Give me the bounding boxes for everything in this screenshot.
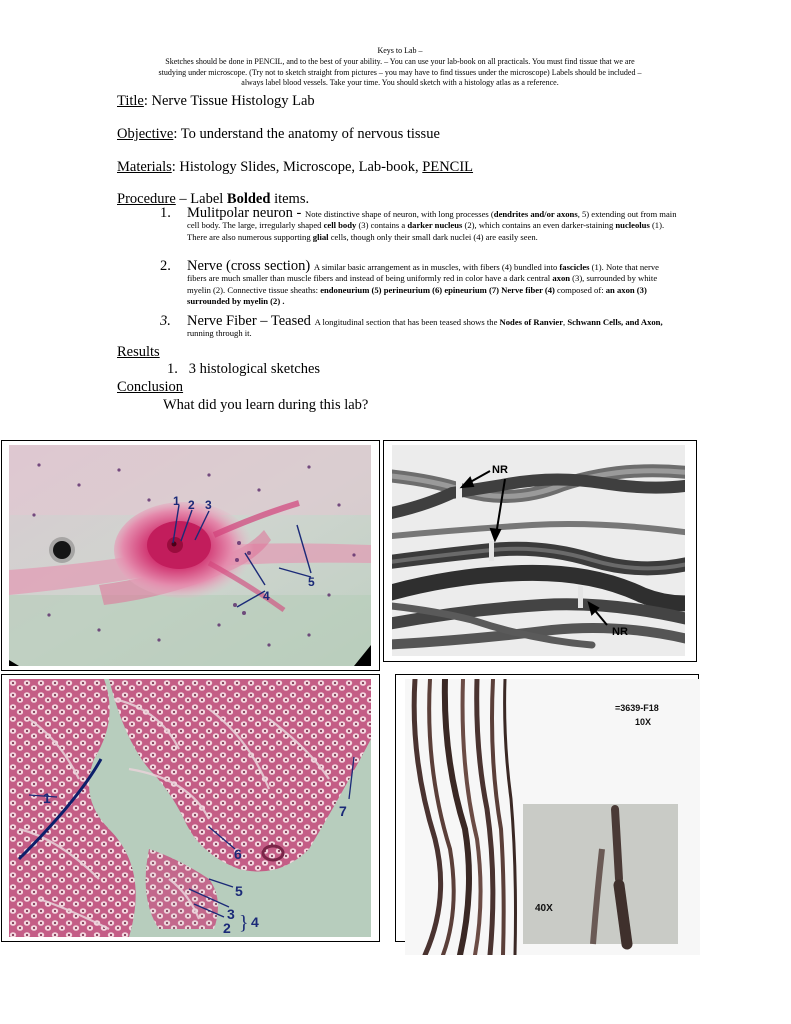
- description-text: A longitudinal section that has been teased shows the: [314, 317, 500, 327]
- materials-line: [117, 159, 473, 176]
- brace-icon: }: [239, 912, 249, 934]
- cross-label-3: 3: [227, 906, 235, 922]
- slide-micrograph: [405, 679, 700, 955]
- procedure-item-2: [160, 258, 680, 307]
- cross-label-4: 4: [251, 914, 259, 930]
- description-text: (1). Note that nerve fibers are much smaller than muscle fibers and instead of being uniformly red in color have a dark central: [187, 262, 659, 284]
- cross-label-2: 2: [223, 920, 231, 936]
- description-text: (3), surrounded by white myelin (2). Connective tissue sheaths:: [187, 273, 658, 295]
- procedure-label: Procedure: [117, 191, 176, 207]
- slide-code: =3639-F18: [615, 703, 659, 713]
- description-text: Note distinctive shape of neuron, with long processes (: [305, 209, 494, 219]
- conclusion-text: What did you learn during this lab?: [163, 397, 369, 413]
- results-num: 1.: [167, 361, 178, 377]
- neuron-micrograph: [9, 445, 371, 666]
- description-text: running through it.: [187, 328, 252, 339]
- bold-term: dendrites and/or axons: [493, 209, 578, 219]
- bold-term: cell body: [323, 220, 357, 231]
- header-title: Keys to Lab –: [377, 46, 423, 55]
- neuron-label-5: 5: [308, 575, 315, 589]
- procedure-item-1: [160, 205, 680, 243]
- neuron-label-2: 2: [188, 498, 195, 512]
- objective-label: Objective: [117, 126, 174, 142]
- cross-label-7: 7: [339, 803, 347, 819]
- teased-label-nr-top: NR: [492, 464, 508, 476]
- item-number: 3.: [160, 313, 171, 329]
- item-lead: Nerve Fiber – Teased: [187, 313, 315, 329]
- objective-line: [117, 126, 440, 143]
- header-line-2: studying under microscope. (Try not to sketch straight from pictures – you may have to find tissues under the microscope) Labels should be included –: [158, 67, 642, 77]
- description-text: A similar basic arrangement as in muscles, with fibers (4) bundled into: [313, 262, 560, 272]
- neuron-label-4: 4: [263, 589, 270, 603]
- description-text: (1). There are also numerous supporting: [187, 220, 665, 242]
- bold-term: Schwann Cells, and Axon,: [567, 317, 663, 327]
- description-text: , 5) extending out from main cell body. The large, irregularly shaped: [187, 209, 677, 231]
- cross-label-6: 6: [234, 846, 242, 862]
- materials-label: Materials: [117, 159, 172, 175]
- title-line: [117, 93, 315, 110]
- bold-term: darker nucleus: [407, 220, 463, 231]
- bold-term: an axon (3) surrounded by myelin (2) .: [187, 284, 647, 306]
- results-item: [167, 361, 320, 378]
- materials-text: : Histology Slides, Microscope, Lab-book,: [171, 159, 423, 175]
- materials-pencil: PENCIL: [422, 159, 474, 175]
- bold-term: Nodes of Ranvier: [499, 317, 564, 327]
- teased-micrograph: [392, 445, 685, 656]
- procedure-intro-bold: Bolded: [226, 191, 271, 207]
- procedure-intro-a: – Label: [175, 191, 227, 207]
- results-text: 3 histological sketches: [188, 361, 321, 377]
- header-line-3: always label blood vessels. Take your time. You should sketch with a histology atlas as a reference.: [241, 78, 559, 87]
- conclusion-label: Conclusion: [117, 379, 184, 395]
- objective-text: : To understand the anatomy of nervous tissue: [173, 126, 440, 142]
- bold-term: glial: [312, 231, 329, 242]
- item-lead: Mulitpolar neuron -: [187, 205, 305, 221]
- slide-mag-high: 40X: [535, 903, 553, 914]
- bold-term: axon: [552, 273, 571, 284]
- title-label: Title: [117, 93, 144, 109]
- title-text: : Nerve Tissue Histology Lab: [143, 93, 315, 109]
- procedure-item-3: [160, 313, 680, 340]
- teased-label-nr-bottom: NR: [612, 626, 628, 638]
- bold-term: nucleolus: [615, 220, 650, 231]
- cross-label-5: 5: [235, 883, 243, 899]
- bold-term: fascicles: [559, 262, 590, 272]
- description-text: (2), which contains an even darker-staining: [462, 220, 616, 231]
- item-lead: Nerve (cross section): [187, 258, 314, 274]
- description-text: cells, though only their small dark nuclei (4) are easily seen.: [328, 231, 538, 242]
- header-line-1: Sketches should be done in PENCIL, and to the best of your ability. – You can use your lab-book on all practicals. You must find tissue that we are: [165, 57, 635, 66]
- neuron-label-1: 1: [173, 494, 180, 508]
- results-label: Results: [117, 344, 160, 360]
- item-number: 2.: [160, 258, 171, 274]
- bold-term: endoneurium (5) perineurium (6) epineurium (7) Nerve fiber (4): [320, 284, 555, 295]
- description-text: composed of:: [554, 284, 606, 295]
- cross-section-micrograph: [9, 679, 371, 937]
- description-text: ,: [563, 317, 568, 327]
- item-number: 1.: [160, 205, 171, 221]
- slide-mag-low: 10X: [635, 717, 652, 727]
- description-text: (3) contains a: [356, 220, 408, 231]
- procedure-intro-b: items.: [270, 191, 310, 207]
- cross-label-1: 1: [43, 790, 51, 806]
- neuron-label-3: 3: [205, 498, 212, 512]
